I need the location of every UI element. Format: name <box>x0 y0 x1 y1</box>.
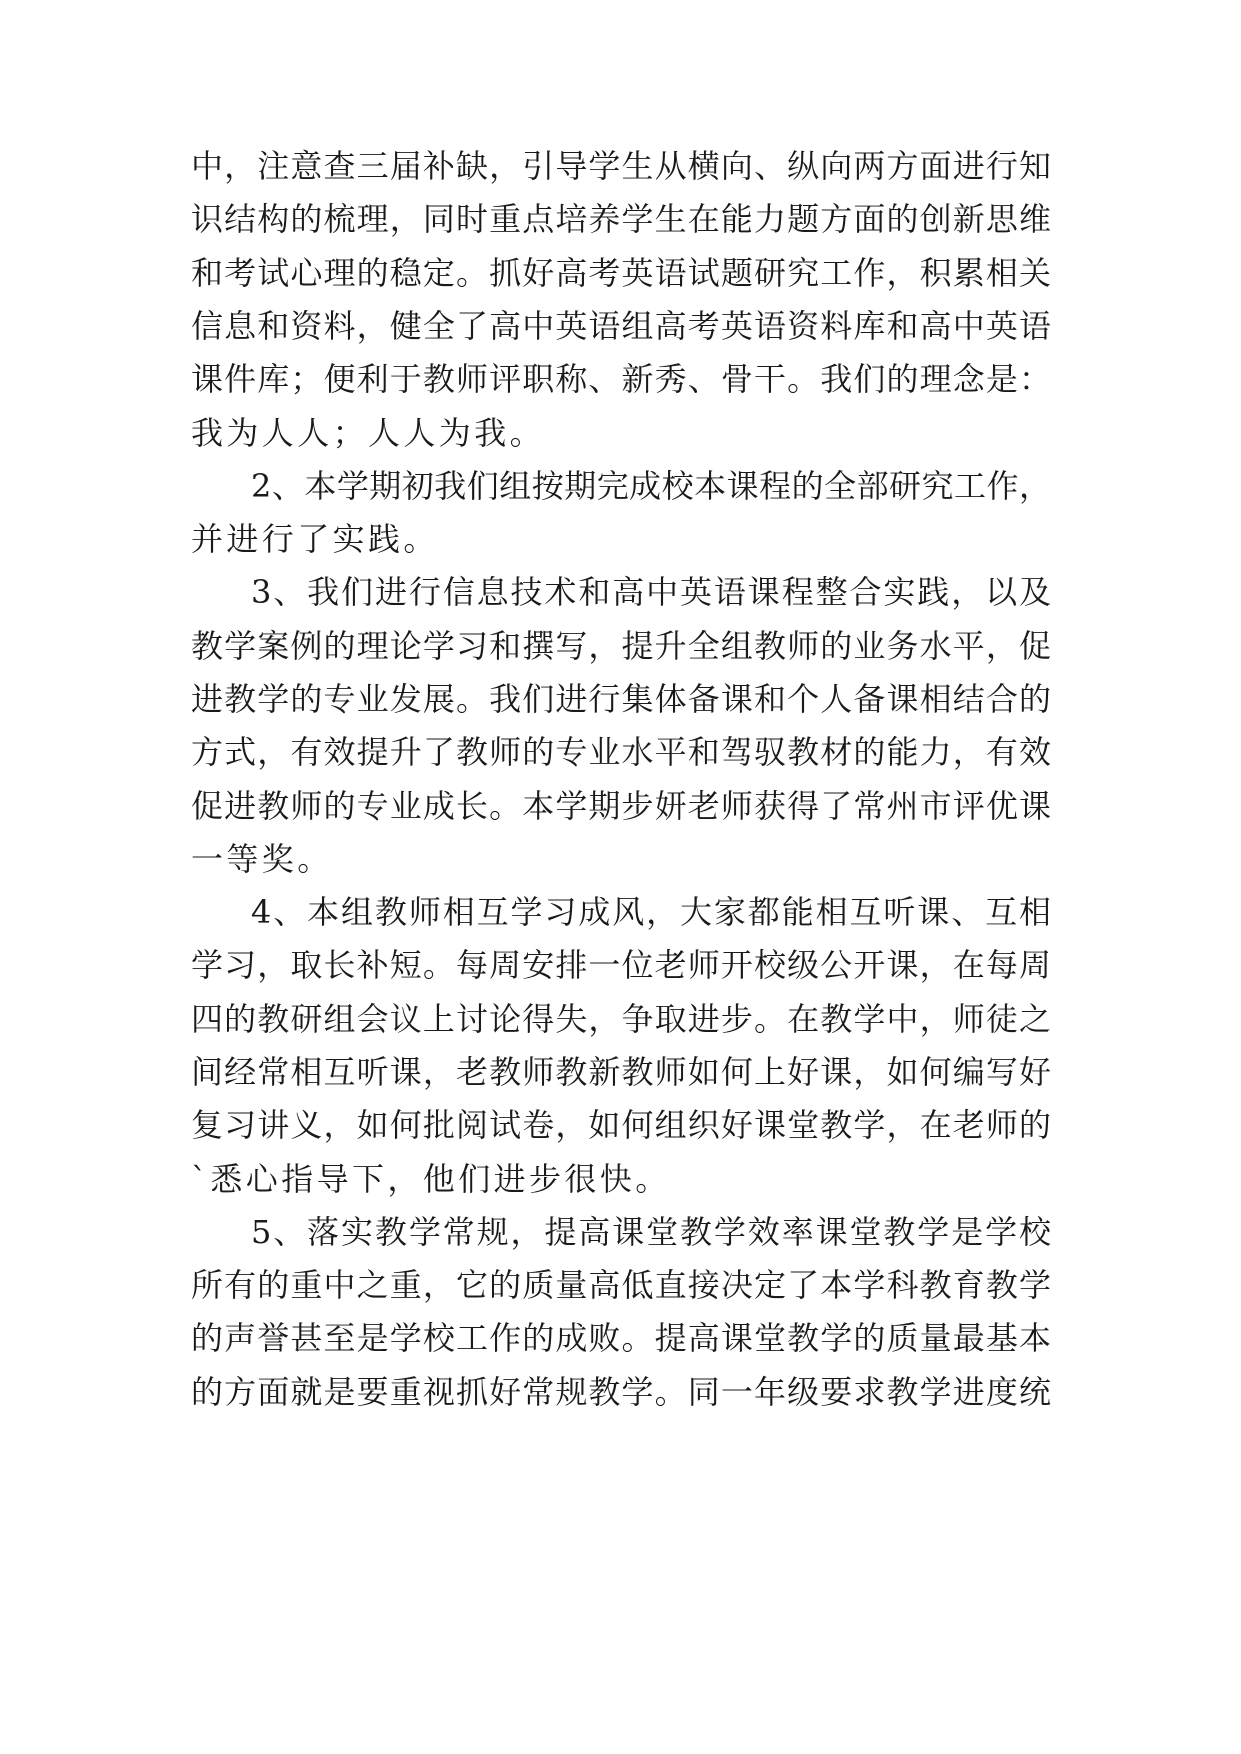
text-line: 促进教师的专业成长。本学期步妍老师获得了常州市评优课 <box>191 787 1051 825</box>
text-line: 中，注意查三届补缺，引导学生从横向、纵向两方面进行知 <box>191 147 1051 185</box>
text-line: 学习，取长补短。每周安排一位老师开校级公开课，在每周 <box>191 946 1051 984</box>
paragraph-start-line: 3、我们进行信息技术和高中英语课程整合实践，以及 <box>251 573 1051 611</box>
text-line: 并进行了实践。 <box>191 520 439 558</box>
paragraph-start-line: 4、本组教师相互学习成风，大家都能相互听课、互相 <box>251 893 1051 931</box>
text-line: 教学案例的理论学习和撰写，提升全组教师的业务水平，促 <box>191 627 1051 665</box>
text-line: 的方面就是要重视抓好常规教学。同一年级要求教学进度统 <box>191 1373 1051 1411</box>
text-line: 课件库；便利于教师评职称、新秀、骨干。我们的理念是： <box>191 360 1051 398</box>
text-line: `悉心指导下，他们进步很快。 <box>191 1160 671 1198</box>
paragraph-start-line: 2、本学期初我们组按期完成校本课程的全部研究工作， <box>251 467 1051 505</box>
text-line: 进教学的专业发展。我们进行集体备课和个人备课相结合的 <box>191 680 1051 718</box>
text-line: 复习讲义，如何批阅试卷，如何组织好课堂教学，在老师的 <box>191 1106 1051 1144</box>
text-line: 方式，有效提升了教师的专业水平和驾驭教材的能力，有效 <box>191 733 1051 771</box>
text-line: 所有的重中之重，它的质量高低直接决定了本学科教育教学 <box>191 1266 1051 1304</box>
paragraph-start-line: 5、落实教学常规，提高课堂教学效率课堂教学是学校 <box>251 1213 1051 1251</box>
text-line: 信息和资料，健全了高中英语组高考英语资料库和高中英语 <box>191 307 1051 345</box>
text-line: 识结构的梳理，同时重点培养学生在能力题方面的创新思维 <box>191 200 1051 238</box>
text-line: 我为人人；人人为我。 <box>191 414 546 452</box>
text-line: 一等奖。 <box>191 840 333 878</box>
text-line: 和考试心理的稳定。抓好高考英语试题研究工作，积累相关 <box>191 254 1051 292</box>
text-line: 间经常相互听课，老教师教新教师如何上好课，如何编写好 <box>191 1053 1051 1091</box>
text-line: 四的教研组会议上讨论得失，争取进步。在教学中，师徒之 <box>191 1000 1051 1038</box>
text-line: 的声誉甚至是学校工作的成败。提高课堂教学的质量最基本 <box>191 1319 1051 1357</box>
